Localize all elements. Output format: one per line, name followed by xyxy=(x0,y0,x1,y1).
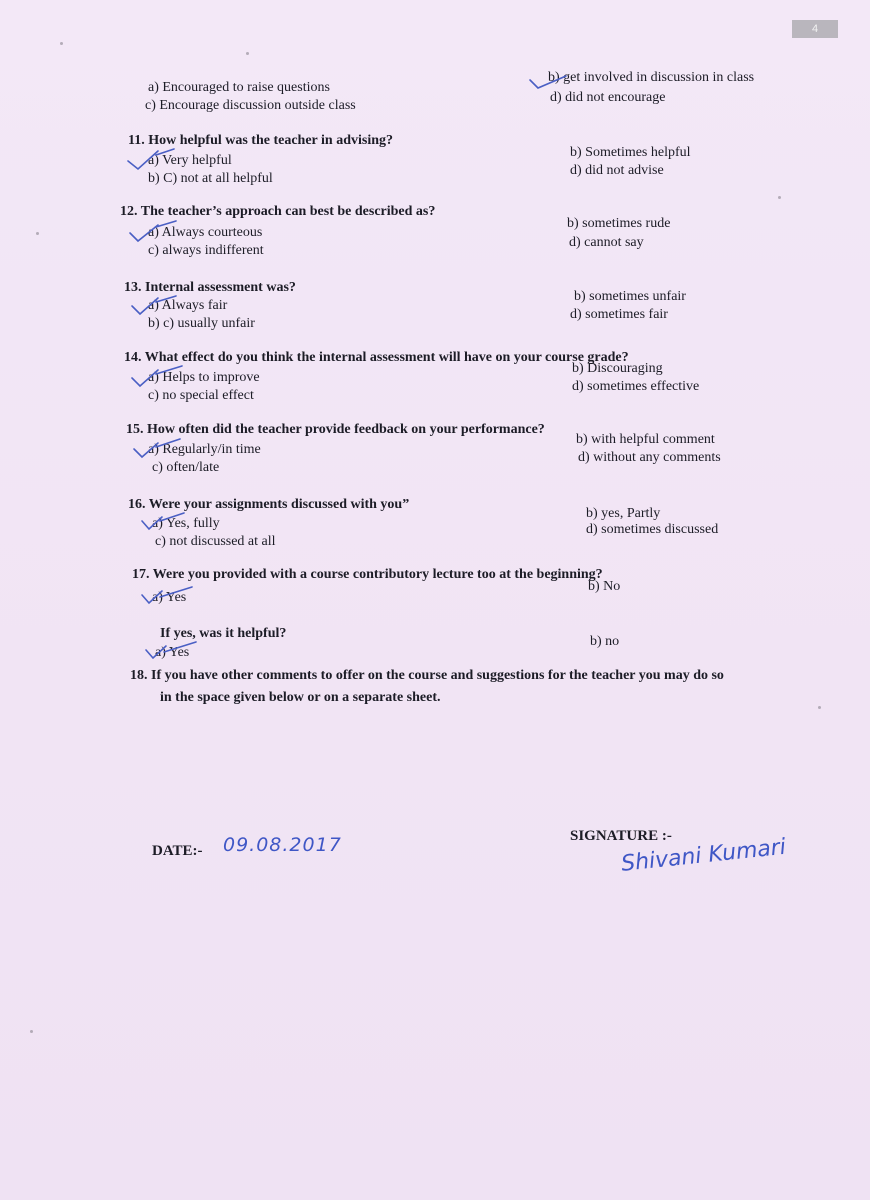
paper-speck xyxy=(30,1030,33,1033)
q15-option-d: d) without any comments xyxy=(578,450,721,465)
q12-option-c: c) always indifferent xyxy=(148,243,264,258)
q12-option-d: d) cannot say xyxy=(569,235,644,250)
paper-speck xyxy=(60,42,63,45)
q14-option-c: c) no special effect xyxy=(148,388,254,403)
q18-question-line2: in the space given below or on a separate sheet. xyxy=(160,690,441,705)
q17-sub-option-a: a) Yes xyxy=(155,645,190,660)
q18-question-line1: 18. If you have other comments to offer on the course and suggestions for the teacher you may do so xyxy=(130,668,724,683)
q17-tick-mark xyxy=(140,585,194,607)
q14-option-d: d) sometimes effective xyxy=(572,379,700,394)
q11-option-d: d) did not advise xyxy=(570,163,664,178)
q11-option-a: a) Very helpful xyxy=(148,153,232,168)
paper-speck xyxy=(778,196,781,199)
q10-option-a: a) Encouraged to raise questions xyxy=(148,80,330,95)
q16-option-a: a) Yes, fully xyxy=(152,516,220,531)
paper-speck xyxy=(246,52,249,55)
q13-tick-mark xyxy=(130,294,180,318)
q13-option-b: b) sometimes unfair xyxy=(574,289,686,304)
paper-speck xyxy=(818,706,821,709)
q15-tick-mark xyxy=(132,437,182,461)
q16-option-c: c) not discussed at all xyxy=(155,534,276,549)
q12-question: 12. The teacher’s approach can best be described as? xyxy=(120,204,436,219)
q14-question: 14. What effect do you think the internal assessment will have on your course grade? xyxy=(124,350,629,365)
q12-option-b: b) sometimes rude xyxy=(567,216,671,231)
q16-option-d: d) sometimes discussed xyxy=(586,522,719,537)
q17-question: 17. Were you provided with a course contributory lecture too at the beginning? xyxy=(132,567,603,582)
q11-option-c: b) C) not at all helpful xyxy=(148,171,273,186)
q16-question: 16. Were your assignments discussed with you” xyxy=(128,497,410,512)
q12-tick-mark xyxy=(128,219,178,245)
paper-speck xyxy=(36,232,39,235)
q11-question: 11. How helpful was the teacher in advising? xyxy=(128,133,393,148)
q17-option-b: b) No xyxy=(588,579,621,594)
signature: Shivani Kumari xyxy=(620,834,788,877)
q13-option-a: a) Always fair xyxy=(148,298,228,313)
q10-option-b: b) get involved in discussion in class xyxy=(548,70,755,85)
q14-option-b: b) Discouraging xyxy=(572,361,663,376)
q11-option-b: b) Sometimes helpful xyxy=(570,145,691,160)
q10-option-d: d) did not encourage xyxy=(550,90,666,105)
q17-sub-option-b: b) no xyxy=(590,634,620,649)
q17-option-a: a) Yes xyxy=(152,590,187,605)
signature-label: SIGNATURE :- xyxy=(570,828,672,844)
q15-option-b: b) with helpful comment xyxy=(576,432,715,447)
q13-option-c: b) c) usually unfair xyxy=(148,316,255,331)
q13-option-d: d) sometimes fair xyxy=(570,307,668,322)
q15-question: 15. How often did the teacher provide feedback on your performance? xyxy=(126,422,545,437)
q17-sub-tick-mark xyxy=(144,640,198,662)
page-number: 4 xyxy=(792,20,838,38)
q15-option-c: c) often/late xyxy=(152,460,220,475)
q17-sub-question: If yes, was it helpful? xyxy=(160,626,287,641)
date-label: DATE:- xyxy=(152,843,203,859)
q13-question: 13. Internal assessment was? xyxy=(124,280,296,295)
q15-option-a: a) Regularly/in time xyxy=(148,442,261,457)
q10-tick-mark xyxy=(528,72,568,92)
q16-option-b: b) yes, Partly xyxy=(586,506,661,521)
q14-option-a: a) Helps to improve xyxy=(148,370,260,385)
q10-option-c: c) Encourage discussion outside class xyxy=(145,98,356,113)
date-value: 09.08.2017 xyxy=(223,834,342,856)
q16-tick-mark xyxy=(140,511,186,533)
q14-tick-mark xyxy=(130,364,184,390)
q12-option-a: a) Always courteous xyxy=(148,225,263,240)
q11-tick-mark xyxy=(126,147,176,173)
